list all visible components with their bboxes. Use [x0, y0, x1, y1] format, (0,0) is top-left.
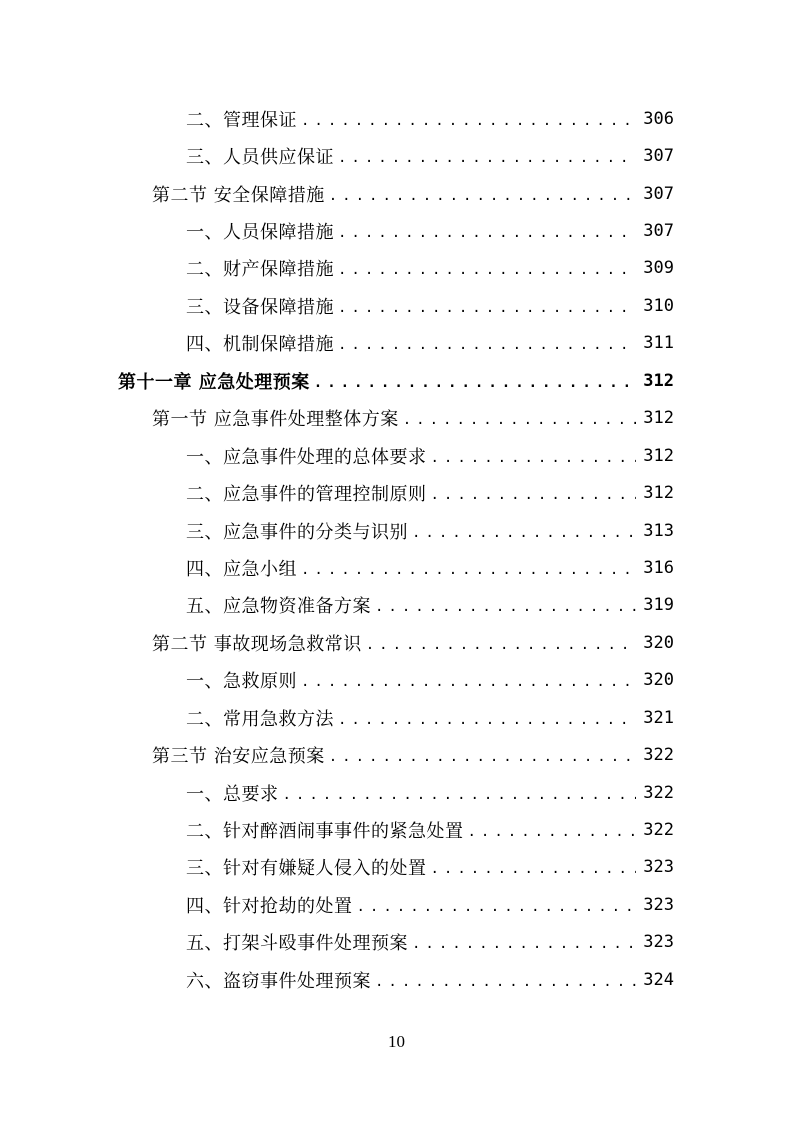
toc-entry-page-number: 319	[643, 595, 674, 616]
toc-entry[interactable]	[0, 175, 793, 212]
toc-entry-page-number: 320	[643, 632, 674, 653]
dot-leader	[338, 149, 636, 167]
dot-leader	[375, 598, 636, 616]
toc-entry-title: 一、急救原则	[186, 671, 297, 693]
toc-entry-page-number: 322	[643, 782, 674, 803]
toc-entry[interactable]	[0, 137, 793, 174]
toc-entry[interactable]	[0, 886, 793, 923]
toc-entry[interactable]	[0, 250, 793, 287]
toc-entry-title: 第十一章 应急处理预案	[118, 371, 310, 393]
toc-entry[interactable]	[0, 811, 793, 848]
toc-entry-title: 三、针对有嫌疑人侵入的处置	[186, 858, 427, 880]
dot-leader	[338, 224, 636, 242]
toc-entry-title: 第一节 应急事件处理整体方案	[152, 409, 399, 431]
toc-entry-page-number: 323	[643, 894, 674, 915]
toc-entry-title: 三、应急事件的分类与识别	[186, 521, 408, 543]
toc-entry[interactable]	[0, 400, 793, 437]
dot-leader	[314, 374, 636, 392]
toc-entry-page-number: 324	[643, 969, 674, 990]
toc-entry-title: 第三节 治安应急预案	[152, 746, 325, 768]
toc-entry-page-number: 307	[643, 146, 674, 167]
dot-leader	[301, 112, 636, 130]
toc-entry[interactable]	[0, 287, 793, 324]
dot-leader	[338, 711, 636, 729]
toc-entry-page-number: 323	[643, 932, 674, 953]
toc-entry[interactable]	[0, 924, 793, 961]
toc-entry-title: 第二节 事故现场急救常识	[152, 633, 362, 655]
toc-entry-page-number: 311	[643, 333, 674, 354]
toc-entry[interactable]	[0, 774, 793, 811]
toc-entry[interactable]	[0, 961, 793, 998]
table-of-contents	[0, 100, 793, 999]
dot-leader	[375, 973, 636, 991]
dot-leader	[431, 486, 637, 504]
toc-entry-title: 六、盗窃事件处理预案	[186, 970, 371, 992]
dot-leader	[338, 261, 636, 279]
toc-entry-page-number: 321	[643, 707, 674, 728]
toc-entry[interactable]	[0, 587, 793, 624]
toc-entry-title: 二、管理保证	[186, 109, 297, 131]
toc-entry-title: 一、人员保障措施	[186, 222, 334, 244]
dot-leader	[468, 823, 637, 841]
toc-entry-page-number: 307	[643, 221, 674, 242]
toc-entry[interactable]	[0, 212, 793, 249]
dot-leader	[329, 748, 636, 766]
toc-entry-title: 二、针对醉酒闹事事件的紧急处置	[186, 821, 464, 843]
dot-leader	[431, 860, 637, 878]
dot-leader	[412, 524, 636, 542]
dot-leader	[338, 299, 636, 317]
toc-entry-page-number: 309	[643, 258, 674, 279]
toc-entry-page-number: 310	[643, 295, 674, 316]
dot-leader	[403, 411, 636, 429]
toc-entry[interactable]	[0, 325, 793, 362]
toc-entry-page-number: 322	[643, 820, 674, 841]
dot-leader	[338, 336, 636, 354]
toc-entry[interactable]	[0, 512, 793, 549]
dot-leader	[301, 673, 636, 691]
toc-entry[interactable]	[0, 849, 793, 886]
toc-entry-title: 二、应急事件的管理控制原则	[186, 484, 427, 506]
toc-entry-title: 二、常用急救方法	[186, 708, 334, 730]
toc-entry-title: 一、应急事件处理的总体要求	[186, 446, 427, 468]
toc-entry-page-number: 307	[643, 183, 674, 204]
toc-entry-title: 三、人员供应保证	[186, 147, 334, 169]
toc-entry-title: 四、机制保障措施	[186, 334, 334, 356]
dot-leader	[412, 935, 636, 953]
toc-entry-page-number: 320	[643, 670, 674, 691]
toc-entry[interactable]	[0, 100, 793, 137]
toc-entry-page-number: 312	[643, 370, 674, 391]
dot-leader	[366, 636, 636, 654]
dot-leader	[301, 561, 636, 579]
toc-entry-title: 第二节 安全保障措施	[152, 184, 325, 206]
toc-entry-page-number: 313	[643, 520, 674, 541]
toc-entry-page-number: 312	[643, 483, 674, 504]
toc-entry-page-number: 316	[643, 557, 674, 578]
toc-entry-title: 四、应急小组	[186, 558, 297, 580]
toc-entry[interactable]	[0, 437, 793, 474]
toc-entry-page-number: 312	[643, 408, 674, 429]
toc-entry[interactable]	[0, 699, 793, 736]
dot-leader	[283, 786, 637, 804]
toc-entry[interactable]	[0, 736, 793, 773]
toc-entry-title: 五、打架斗殴事件处理预案	[186, 933, 408, 955]
dot-leader	[357, 898, 637, 916]
toc-entry-page-number: 322	[643, 745, 674, 766]
toc-entry[interactable]	[0, 662, 793, 699]
toc-entry[interactable]	[0, 624, 793, 661]
toc-entry-title: 四、针对抢劫的处置	[186, 895, 353, 917]
toc-entry-title: 一、总要求	[186, 783, 279, 805]
toc-entry-title: 二、财产保障措施	[186, 259, 334, 281]
toc-entry-page-number: 312	[643, 445, 674, 466]
toc-entry-title: 五、应急物资准备方案	[186, 596, 371, 618]
toc-entry[interactable]	[0, 549, 793, 586]
dot-leader	[329, 187, 636, 205]
toc-entry-page-number: 306	[643, 108, 674, 129]
dot-leader	[431, 449, 637, 467]
toc-entry[interactable]	[0, 362, 793, 399]
toc-entry-page-number: 323	[643, 857, 674, 878]
page-number: 10	[388, 1032, 405, 1051]
toc-entry[interactable]	[0, 474, 793, 511]
toc-entry-title: 三、设备保障措施	[186, 296, 334, 318]
